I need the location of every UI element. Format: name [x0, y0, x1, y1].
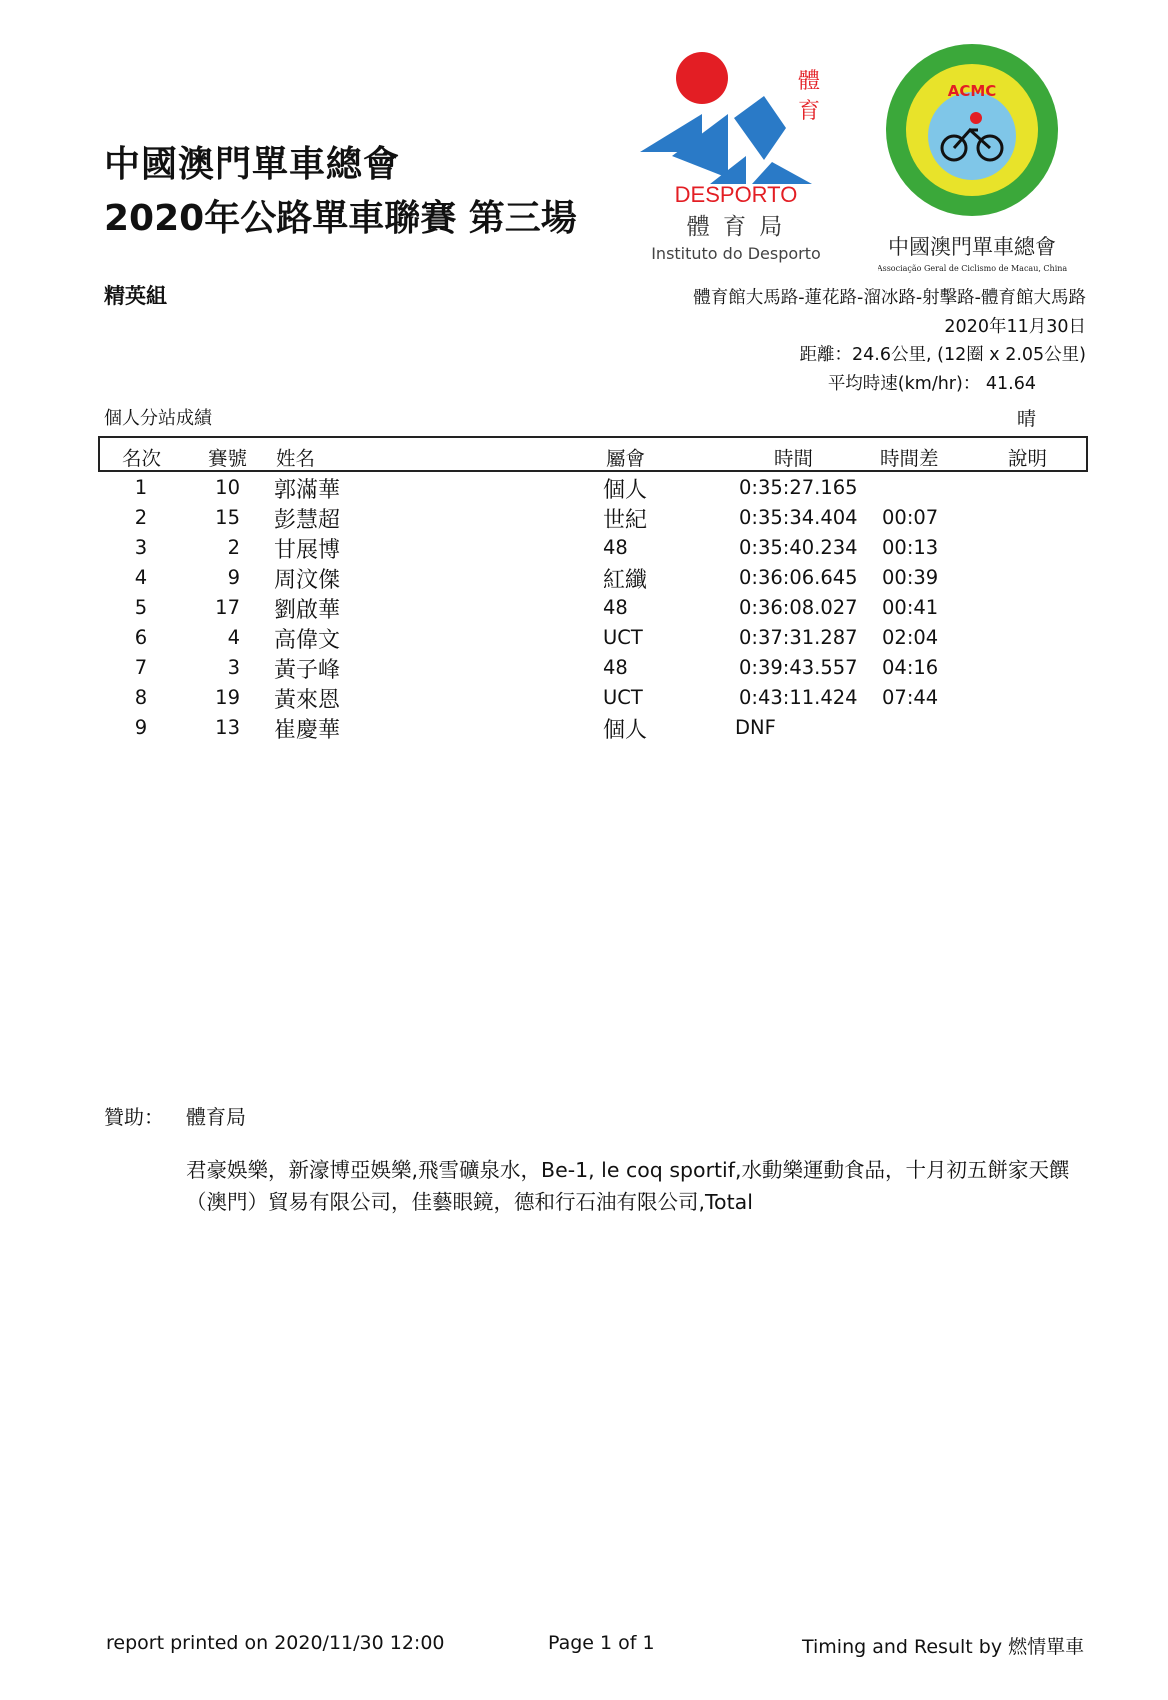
category-label: 精英組 — [104, 284, 167, 308]
table-row — [0, 474, 1168, 504]
rank-cell: 7 — [134, 656, 148, 679]
club-cell: 48 — [603, 656, 628, 679]
bib-cell: 4 — [227, 626, 240, 649]
sponsor-label: 贊助： — [104, 1105, 164, 1129]
rank-cell: 4 — [134, 566, 148, 589]
page-number: Page 1 of 1 — [548, 1632, 655, 1654]
col-time: 時間 — [774, 447, 814, 470]
time-cell: 0:35:40.234 — [739, 536, 858, 559]
route-text: 體育館大馬路-蓮花路-溜冰路-射擊路-體育館大馬路 — [693, 288, 1086, 308]
club-cell: 紅纖 — [603, 568, 648, 593]
club-cell: 48 — [603, 536, 628, 559]
col-note: 說明 — [1008, 447, 1048, 470]
desporto-pt-name: Instituto do Desporto — [651, 244, 821, 263]
date-text: 2020年11月30日 — [944, 317, 1086, 337]
desporto-vertical-1: 體 — [798, 69, 821, 94]
acmc-pt-name: Associação Geral de Ciclismo de Macau, China — [878, 264, 1068, 273]
rank-cell: 2 — [134, 506, 148, 529]
name-cell: 高偉文 — [274, 628, 341, 653]
rank-cell: 9 — [134, 716, 148, 739]
name-cell: 甘展博 — [274, 538, 341, 563]
printed-timestamp: report printed on 2020/11/30 12:00 — [106, 1632, 445, 1654]
gap-cell: 07:44 — [882, 686, 939, 709]
name-cell: 周汶傑 — [274, 568, 341, 593]
rank-cell: 6 — [134, 626, 148, 649]
time-cell: 0:35:27.165 — [739, 476, 858, 499]
time-cell: 0:39:43.557 — [739, 656, 858, 679]
bib-cell: 15 — [215, 506, 240, 529]
table-row — [0, 534, 1168, 564]
time-cell: 0:37:31.287 — [739, 626, 858, 649]
bib-cell: 9 — [227, 566, 240, 589]
rank-cell: 8 — [134, 686, 148, 709]
name-cell: 崔慶華 — [274, 718, 341, 743]
distance-text: 距離：24.6公里, (12圈 x 2.05公里) — [799, 345, 1086, 365]
acmc-cn-name: 中國澳門單車總會 — [888, 235, 1056, 259]
time-cell: 0:35:34.404 — [739, 506, 858, 529]
desporto-brand: DESPORTO — [674, 182, 798, 207]
table-row — [0, 564, 1168, 594]
time-cell: 0:43:11.424 — [739, 686, 858, 709]
col-bib: 賽號 — [208, 447, 248, 470]
bib-cell: 10 — [215, 476, 240, 499]
bib-cell: 17 — [215, 596, 240, 619]
gap-cell: 02:04 — [882, 626, 939, 649]
table-row — [0, 624, 1168, 654]
gap-cell: 00:07 — [882, 506, 939, 529]
col-rank: 名次 — [122, 447, 162, 470]
cyclist-icon — [970, 112, 982, 124]
results-subtitle: 個人分站成績 — [104, 408, 212, 429]
table-row — [0, 714, 1168, 744]
gap-cell: 00:13 — [882, 536, 939, 559]
name-cell: 郭滿華 — [274, 478, 341, 503]
results-table-header — [98, 436, 1088, 472]
bib-cell: 3 — [227, 656, 240, 679]
event-title: 2020年公路單車聯賽 第三場 — [104, 198, 577, 239]
avg-speed-text: 平均時速(km/hr)： 41.64 — [827, 374, 1036, 394]
rank-cell: 5 — [134, 596, 148, 619]
name-cell: 黃來恩 — [274, 688, 341, 713]
name-cell: 黃子峰 — [274, 658, 341, 683]
gap-cell: 00:41 — [882, 596, 939, 619]
weather-text: 晴 — [1017, 408, 1037, 430]
desporto-logo — [636, 44, 836, 272]
main-sponsor: 體育局 — [186, 1105, 246, 1129]
col-club: 屬會 — [606, 447, 646, 470]
rank-cell: 1 — [134, 476, 148, 499]
sponsor-list: 君豪娛樂，新濠博亞娛樂,飛雪礦泉水，Be-1, le coq sportif,水動樂運動食品，十月初五餅家天饌（澳門）貿易有限公司，佳藝眼鏡，德和行石油有限公司,Total — [186, 1158, 1070, 1214]
bib-cell: 19 — [215, 686, 240, 709]
desporto-cn-name: 體 育 局 — [686, 214, 786, 240]
table-row — [0, 594, 1168, 624]
bib-cell: 13 — [215, 716, 240, 739]
acmc-badge-text: ACMC — [947, 82, 997, 100]
col-gap: 時間差 — [880, 447, 939, 470]
table-row — [0, 654, 1168, 684]
rank-cell: 3 — [134, 536, 148, 559]
table-row — [0, 684, 1168, 714]
name-cell: 彭慧超 — [274, 508, 341, 533]
club-cell: 個人 — [603, 718, 648, 743]
name-cell: 劉啟華 — [274, 598, 341, 623]
acmc-logo — [878, 40, 1068, 276]
table-row — [0, 504, 1168, 534]
club-cell: 個人 — [603, 478, 648, 503]
page-title: 中國澳門單車總會 — [104, 144, 401, 185]
club-cell: UCT — [603, 626, 643, 649]
club-cell: 48 — [603, 596, 628, 619]
col-name: 姓名 — [276, 447, 316, 470]
bib-cell: 2 — [227, 536, 240, 559]
timing-credit: Timing and Result by 燃情單車 — [802, 1636, 1085, 1658]
gap-cell: 00:39 — [882, 566, 939, 589]
gap-cell: 04:16 — [882, 656, 939, 679]
time-cell: 0:36:08.027 — [739, 596, 858, 619]
time-cell: 0:36:06.645 — [739, 566, 858, 589]
club-cell: UCT — [603, 686, 643, 709]
time-cell: DNF — [735, 716, 776, 739]
desporto-vertical-2: 育 — [798, 99, 821, 124]
club-cell: 世紀 — [603, 508, 648, 533]
